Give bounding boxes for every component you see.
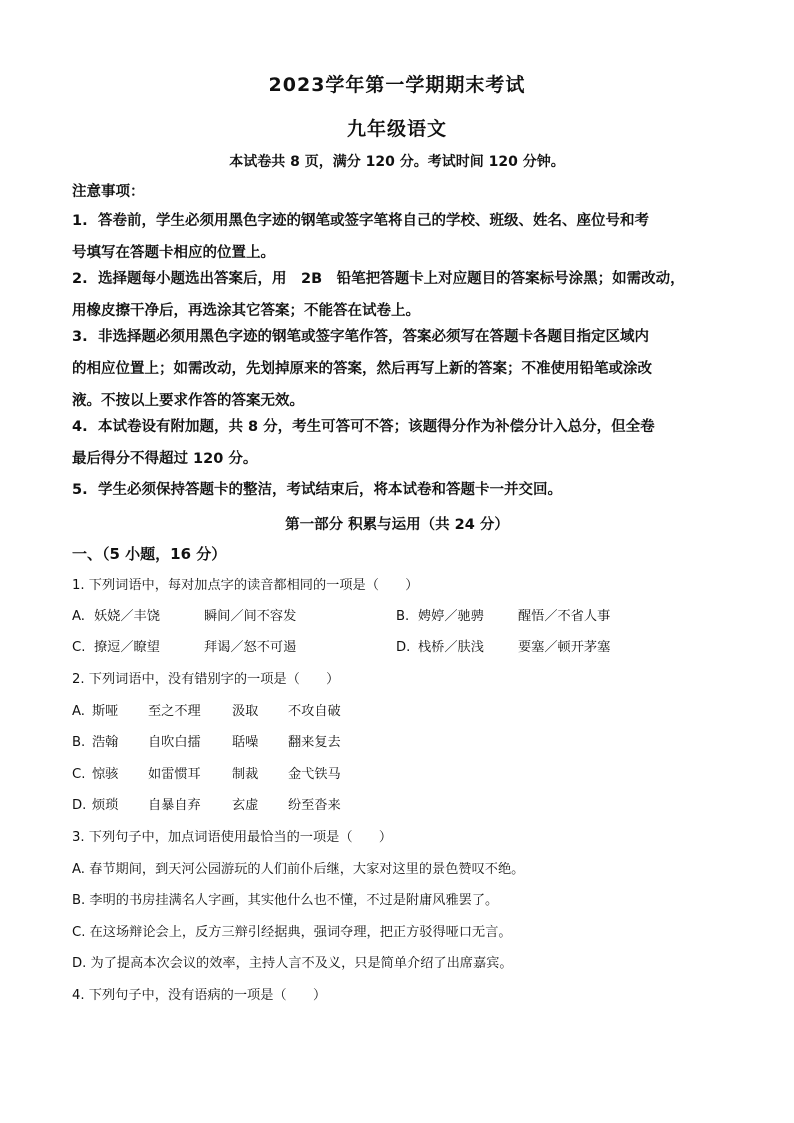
question-3-stem: 3. 下列句子中，加点词语使用最恰当的一项是（ ） bbox=[72, 830, 393, 845]
question-1-option-a bbox=[72, 605, 296, 624]
option-word: 玄虚 bbox=[232, 798, 259, 813]
notice-item-3 bbox=[72, 321, 722, 417]
option-letter: B. bbox=[396, 609, 410, 624]
option-word: 栈桥／肤浅 bbox=[418, 640, 484, 655]
option-word: 瞬间／间不容发 bbox=[204, 609, 297, 624]
question-4-stem: 4. 下列句子中，没有语病的一项是（ ） bbox=[72, 988, 327, 1003]
option-word: 浩翰 bbox=[92, 735, 119, 750]
option-word: 娉婷／驰骋 bbox=[418, 609, 484, 624]
option-word: 自吹白擂 bbox=[148, 735, 201, 750]
question-3-option-a: A. 春节期间，到天河公园游玩的人们前仆后继，大家对这里的景色赞叹不绝。 bbox=[72, 862, 525, 877]
question-2-option-a bbox=[72, 700, 341, 719]
option-word: 自暴自弃 bbox=[148, 798, 201, 813]
option-word: 烦琐 bbox=[92, 798, 119, 813]
option-letter: C. bbox=[72, 767, 86, 782]
option-letter: D. bbox=[396, 640, 411, 655]
notice-item-number: 2. bbox=[72, 271, 88, 287]
notice-item-line: 本试卷设有附加题，共 8 分，考生可答可不答；该题得分作为补偿分计入总分，但全卷 bbox=[98, 419, 655, 435]
option-word: 撩逗／瞭望 bbox=[94, 640, 160, 655]
option-word: 如雷惯耳 bbox=[148, 767, 201, 782]
question-3-option-d: D. 为了提高本次会议的效率，主持人言不及义，只是简单介绍了出席嘉宾。 bbox=[72, 956, 513, 971]
option-word: 制裁 bbox=[232, 767, 259, 782]
notice-heading: 注意事项： bbox=[72, 184, 145, 200]
option-word: 妖娆／丰饶 bbox=[94, 609, 160, 624]
option-word: 斯哑 bbox=[92, 704, 119, 719]
notice-item-number: 4. bbox=[72, 419, 88, 435]
question-2-option-b bbox=[72, 731, 341, 750]
option-word: 纷至沓来 bbox=[288, 798, 341, 813]
notice-item-line: 选择题每小题选出答案后，用 2B 铅笔把答题卡上对应题目的答案标号涂黑；如需改动， bbox=[98, 271, 685, 287]
notice-item-line: 答卷前，学生必须用黑色字迹的钢笔或签字笔将自己的学校、班级、姓名、座位号和考 bbox=[98, 213, 649, 229]
notice-item-line: 液。不按以上要求作答的答案无效。 bbox=[72, 393, 304, 409]
option-word: 惊骇 bbox=[92, 767, 119, 782]
question-1-option-c bbox=[72, 636, 296, 655]
question-1-stem: 1. 下列词语中，每对加点字的读音都相同的一项是（ ） bbox=[72, 578, 419, 593]
option-word: 翻来复去 bbox=[288, 735, 341, 750]
notice-item-line: 学生必须保持答题卡的整洁，考试结束后，将本试卷和答题卡一并交回。 bbox=[98, 482, 562, 498]
notice-item-number: 1. bbox=[72, 213, 88, 229]
notice-item-number: 3. bbox=[72, 329, 88, 345]
notice-item-line: 非选择题必须用黑色字迹的钢笔或签字笔作答，答案必须写在答题卡各题目指定区域内 bbox=[98, 329, 649, 345]
subsection-heading: 一、（5 小题，16 分） bbox=[72, 545, 227, 563]
option-word: 汲取 bbox=[232, 704, 259, 719]
option-word: 金弋铁马 bbox=[288, 767, 341, 782]
exam-info: 本试卷共 8 页，满分 120 分。考试时间 120 分钟。 bbox=[229, 154, 565, 170]
exam-subject: 九年级语文 bbox=[346, 118, 447, 140]
option-letter: A. bbox=[72, 609, 85, 624]
notice-item-line: 的相应位置上；如需改动，先划掉原来的答案，然后再写上新的答案；不准使用铅笔或涂改 bbox=[72, 361, 652, 377]
question-1-option-b bbox=[396, 605, 610, 624]
notice-item-number: 5. bbox=[72, 482, 88, 498]
notice-item-1 bbox=[72, 205, 722, 269]
option-letter: B. bbox=[72, 735, 86, 750]
notice-item-5 bbox=[72, 474, 722, 506]
question-3-option-c: C. 在这场辩论会上，反方三辩引经据典，强词夺理，把正方驳得哑口无言。 bbox=[72, 925, 512, 940]
question-1-option-d bbox=[396, 636, 610, 655]
question-2-stem: 2. 下列词语中，没有错别字的一项是（ ） bbox=[72, 672, 340, 687]
exam-title: 2023学年第一学期期末考试 bbox=[268, 74, 526, 96]
option-word: 拜谒／怒不可遏 bbox=[204, 640, 297, 655]
option-letter: C. bbox=[72, 640, 86, 655]
option-word: 醒悟／不省人事 bbox=[518, 609, 611, 624]
question-2-option-c bbox=[72, 763, 341, 782]
notice-item-line: 最后得分不得超过 120 分。 bbox=[72, 451, 258, 467]
option-word: 不攻自破 bbox=[288, 704, 341, 719]
section-heading: 第一部分 积累与运用（共 24 分） bbox=[285, 517, 509, 533]
notice-item-2 bbox=[72, 263, 722, 327]
notice-item-line: 用橡皮擦干净后，再选涂其它答案；不能答在试卷上。 bbox=[72, 303, 420, 319]
notice-item-line: 号填写在答题卡相应的位置上。 bbox=[72, 245, 275, 261]
option-letter: A. bbox=[72, 704, 85, 719]
option-word: 要塞／顿开茅塞 bbox=[518, 640, 611, 655]
option-letter: D. bbox=[72, 798, 87, 813]
option-word: 至之不理 bbox=[148, 704, 201, 719]
question-2-option-d bbox=[72, 794, 341, 813]
option-word: 聒噪 bbox=[232, 735, 259, 750]
notice-item-4 bbox=[72, 411, 722, 475]
question-3-option-b: B. 李明的书房挂满名人字画，其实他什么也不懂，不过是附庸风雅罢了。 bbox=[72, 893, 499, 908]
